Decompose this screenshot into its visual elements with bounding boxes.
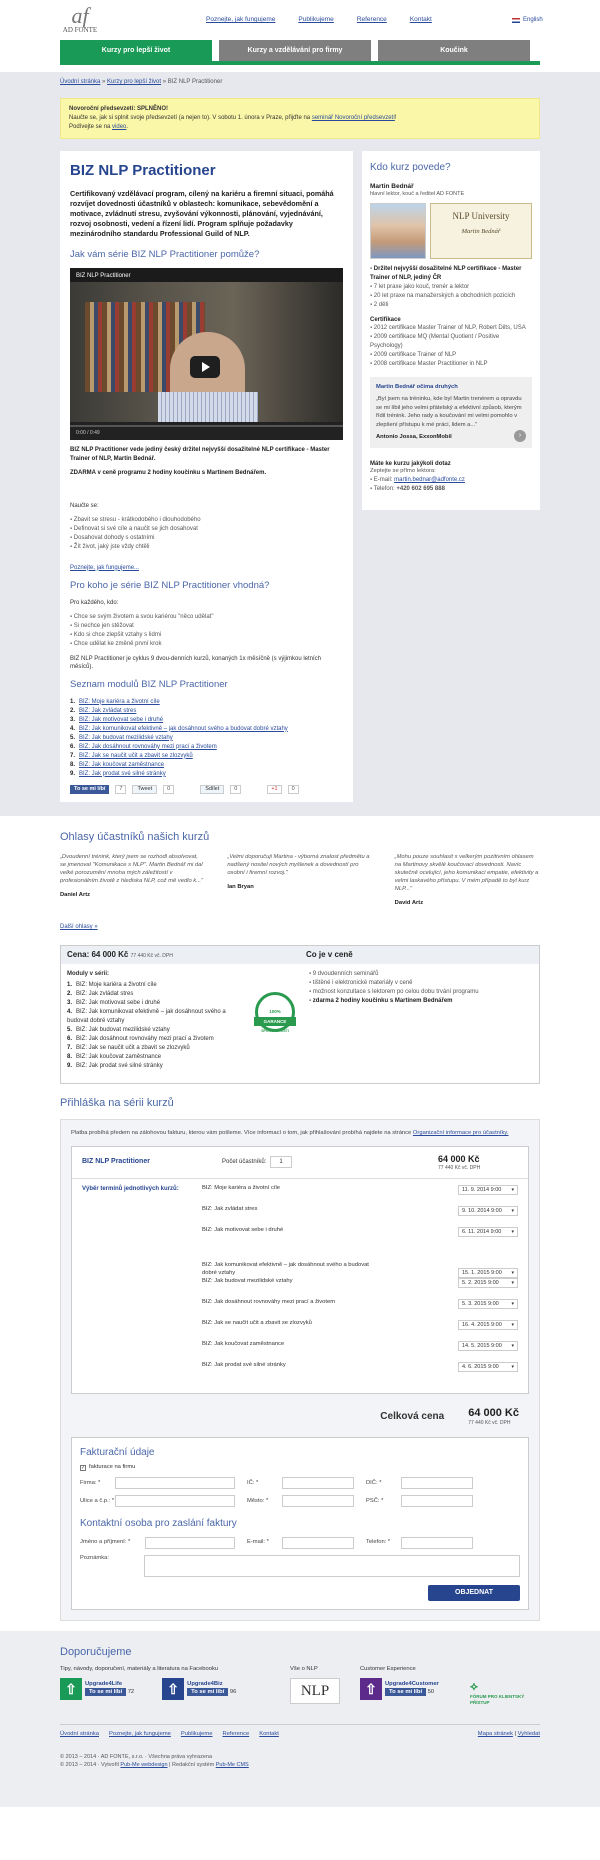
price-modules-list (67, 981, 247, 1071)
info-text: Platba probíhá předem na zálohovou fakturu, kterou vám pošleme. Více informací o tom, jak přihlašování probíhá najdete na stránce (71, 1129, 412, 1136)
upgrade-arrow-icon: ⇧ (162, 1678, 184, 1700)
lector-role: hlavní lektor, kouč a ředitel AD FONTE (370, 191, 465, 198)
term-row (202, 1248, 518, 1278)
testimonial-author: Ian Bryan (227, 883, 254, 890)
firm-checkbox-label: fakturace na firmu (89, 1463, 136, 1470)
testimonial-text: „Dvoudenní trénink, který jsem se rozhodl absolvovat, se jmenoval "Komunikace s NLP". Martin Bednář mi dal velké porozumění mnoha mých záležitostí v profesionálním životě z hlediska NLP, což mě vedlo k..." (60, 853, 204, 884)
term-name: BIZ: Jak dosáhnout rovnováhy mezi prací a životem (202, 1298, 336, 1305)
module-link[interactable]: BIZ: Jak se naučit učit a zbavit se zlozvyků (79, 752, 193, 759)
form-row (80, 1555, 520, 1577)
included-title: Co je v ceně (306, 949, 353, 959)
tab-underline (60, 61, 540, 65)
list-item (370, 485, 532, 494)
section-heading-who: Pro koho je série BIZ NLP Practitioner vhodná? (70, 579, 270, 591)
term-date-select[interactable]: 15. 1. 2015 9:00 ▾ (458, 1268, 518, 1278)
upgrade-arrow-icon: ⇧ (360, 1678, 382, 1700)
lead-text: Certifikovaný vzdělávací program, cílený na kariéru a firemní situaci, pomáhá rozvíjet dovednosti účastníků v oblastech: komunikace, sebevědomění a motivace, zvládnutí stresu, zvyšování výkonnosti, plánování, vyjednávání, rozvoj osobnosti, vedení a řízení lidí. Program splňuje požadavky mezinárodního standardu Professional Guild of NLP. (70, 189, 334, 239)
testimonial (395, 853, 540, 907)
total-label: Celková cena (380, 1410, 445, 1422)
sitemap-link[interactable]: Mapa stránek (477, 1731, 513, 1738)
list-item: 4. BIZ: Jak komunikovat efektivně – jak dosáhnout svého a budovat dobré vztahy (70, 725, 288, 732)
testimonial-author: Daniel Artz (60, 891, 91, 898)
module-name: BIZ: Jak koučovat zaměstnance (76, 1054, 162, 1061)
module-link[interactable]: BIZ: Jak motivovat sebe i druhé (79, 716, 164, 723)
page-title: BIZ NLP Practitioner (70, 162, 216, 179)
list-item: 1. BIZ: Moje kariéra a životní cíle (70, 698, 160, 705)
term-date-select[interactable]: 16. 4. 2015 9:00 ▾ (458, 1320, 518, 1330)
upgrade4biz-page[interactable] (162, 1678, 236, 1700)
facebook-like-button[interactable]: To se mi líbí (70, 785, 109, 794)
modules-title: Moduly v sérii: (67, 971, 110, 978)
price-vat: 77 440 Kč vč. DPH (130, 952, 173, 959)
term-date-select[interactable]: 14. 5. 2015 9:00 ▾ (458, 1341, 518, 1351)
footer-link-references[interactable]: Reference (222, 1731, 250, 1738)
invoice-form (71, 1437, 529, 1610)
terms-list (202, 1185, 518, 1383)
facebook-like-count: 7 (115, 785, 126, 794)
main-tabs (60, 40, 530, 61)
dic-input[interactable] (401, 1477, 473, 1489)
lector-photo (370, 203, 426, 259)
term-row (202, 1362, 518, 1383)
free-coaching-note: ZDARMA v ceně programu 2 hodiny koučinku s Martinem Bednářem. (70, 470, 267, 477)
street-input[interactable] (115, 1495, 235, 1507)
google-plus-count: 0 (288, 785, 299, 794)
lector-photos (370, 203, 532, 259)
upgrade4customer-page[interactable] (360, 1678, 470, 1700)
list-item: ▪ tištěné i elektronické materiály v ceně (309, 979, 479, 988)
notice-video-link[interactable]: video (112, 124, 127, 130)
registration-box (60, 1119, 540, 1621)
module-link[interactable]: BIZ: Jak prodat své silné stránky (79, 770, 166, 777)
city-input[interactable] (282, 1495, 354, 1507)
header (0, 0, 600, 72)
list-item: 1. BIZ: Moje kariéra a životní cíle (67, 982, 157, 989)
term-name: BIZ: Jak se naučit učit a zbavit se zlozvyků (202, 1319, 312, 1326)
tweet-count: 0 (163, 785, 174, 794)
term-row (202, 1185, 518, 1206)
notice-text-2: Podívejte se na (69, 124, 111, 130)
firm-input[interactable] (115, 1477, 235, 1489)
certificate-name: Martin Bednář (461, 227, 501, 235)
term-row (202, 1206, 518, 1227)
note-label: Poznámka: (80, 1554, 109, 1561)
price-header (61, 946, 539, 964)
footer-link-home[interactable]: Úvodní stránka (60, 1731, 99, 1738)
dic-label: DIČ: * (366, 1479, 382, 1486)
module-name: BIZ: Jak komunikovat efektivně – jak dosáhnout svého a budovat dobré vztahy (67, 1009, 226, 1025)
term-row (202, 1320, 518, 1341)
module-link[interactable]: BIZ: Jak dosáhnout rovnováhy mezi prací a životem (79, 743, 217, 750)
list-item: 2. BIZ: Jak zvládat stres (67, 991, 134, 998)
testimonial-author: David Artz (394, 899, 424, 906)
logo[interactable] (60, 3, 100, 35)
sidebar-title: Kdo kurz povede? (370, 162, 451, 173)
like-button[interactable]: To se mi líbí (187, 1688, 228, 1696)
list-item: 3. BIZ: Jak motivovat sebe i druhé (70, 716, 164, 723)
uk-flag-icon (512, 18, 520, 23)
term-name: BIZ: Moje kariéra a životní cíle (202, 1184, 280, 1191)
lector-facts (370, 265, 532, 310)
psc-label: PSČ: * (366, 1497, 384, 1504)
footer-links: Úvodní stránka Poznejte, jak fungujeme Publikujeme Reference Kontakt Mapa stránek | Vyhledat (60, 1724, 540, 1739)
list-item: ▪ Definovat si své cíle a naučit se jich dosahovat (70, 525, 343, 534)
section-heading-help: Jak vám série BIZ NLP Practitioner pomůže? (70, 249, 260, 261)
cx-title: Customer Experience (360, 1665, 416, 1672)
price-text: 64 000 Kč (438, 1153, 480, 1164)
registration-title: Přihláška na sérii kurzů (60, 1097, 174, 1110)
form-row (80, 1537, 520, 1549)
breadcrumb-current: BIZ NLP Practitioner (167, 79, 223, 85)
price-box (60, 945, 540, 1084)
who-list (70, 613, 343, 649)
next-arrow-icon[interactable]: › (514, 430, 526, 442)
list-item: ▪ 20 let praxe na manažerských a obchodních pozicích (370, 292, 532, 301)
who-intro: Pro každého, kdo: (70, 599, 119, 606)
quote-title: Martin Bednář očima druhých (376, 383, 458, 390)
module-name: BIZ: Jak prodat své silné stránky (76, 1063, 163, 1070)
main-column (60, 151, 353, 802)
top-nav (206, 16, 432, 25)
linkedin-share-count: 0 (230, 785, 241, 794)
list-item: 5. BIZ: Jak budovat mezilidské vztahy (70, 734, 173, 741)
module-name: BIZ: Jak zvládat stres (76, 991, 134, 998)
facebook-intro: Tipy, návody, doporučení, materiály a literatura na Facebooku (60, 1665, 219, 1672)
tab-coaching[interactable]: Koučink (378, 40, 530, 61)
video-thumbnail (70, 282, 343, 422)
notice-title: Novoroční předsevzetí: SPLNĚNO! (69, 106, 169, 112)
page-name: Upgrade4Biz (187, 1680, 223, 1687)
name-input[interactable] (145, 1537, 235, 1549)
search-link[interactable]: Vyhledat (517, 1731, 540, 1738)
list-item: ▪ možnost konzultace s lektorem po celou dobu trvání programu (309, 988, 479, 997)
nlp-title: Vše o NLP (290, 1665, 318, 1672)
forum-icon: ⟡ (470, 1678, 478, 1693)
email-field-label: E-mail: * (247, 1539, 269, 1546)
list-item: ▪ 2012 certifikace Master Trainer of NLP, Robert Dilts, USA (370, 324, 532, 333)
video-caption: BIZ NLP Practitioner vede jediný český držitel nejvyšší dosažitelné NLP certifikace - Master Trainer of NLP, Martin Bednář. (70, 447, 330, 462)
term-name: BIZ: Jak prodat své silné stránky (202, 1361, 286, 1368)
video-progress-bar[interactable] (70, 425, 343, 427)
linkedin-share-button[interactable]: Sdílet (200, 785, 224, 794)
language-label: English (523, 17, 543, 23)
term-name: BIZ: Jak komunikovat efektivně – jak dosáhnout svého a budovat dobré vztahy (202, 1261, 369, 1276)
price-value: Cena: 64 000 Kč (67, 949, 129, 959)
module-name: BIZ: Jak budovat mezilidské vztahy (76, 1027, 170, 1034)
list-item: ▪ Chce se svým životem a svou kariérou "něco udělat" (70, 613, 343, 622)
module-name: BIZ: Jak dosáhnout rovnováhy mezi prací a životem (76, 1036, 214, 1043)
list-item: 5. BIZ: Jak budovat mezilidské vztahy (67, 1027, 170, 1034)
like-button[interactable]: To se mi líbí (85, 1688, 126, 1696)
footer-link-how[interactable]: Poznejte, jak fungujeme (109, 1731, 171, 1738)
nav-references[interactable]: Reference (356, 16, 387, 23)
contact-list (370, 476, 532, 494)
page-name: Upgrade4Customer (385, 1680, 439, 1687)
list-item: ▪ 2 děti (370, 301, 532, 310)
notice-seminar-link[interactable]: seminář Novoroční předsevzetí (311, 115, 395, 121)
city-label: Město: * (247, 1497, 269, 1504)
list-item: 8. BIZ: Jak koučovat zaměstnance (70, 761, 165, 768)
list-item: 9. BIZ: Jak prodat své silné stránky (70, 770, 166, 777)
like-button[interactable]: To se mi líbí (385, 1688, 426, 1696)
like-count: 50 (427, 1688, 435, 1695)
nav-how-we-work[interactable]: Poznejte, jak fungujeme (206, 16, 276, 23)
cx-column (360, 1666, 470, 1706)
street-label: Ulice a č.p.: * (80, 1497, 115, 1504)
certificate-image (430, 203, 532, 259)
list-item: ▪ Kdo si chce zlepšit vztahy s lidmi (70, 631, 343, 640)
upgrade-arrow-icon: ⇧ (60, 1678, 82, 1700)
nav-publications[interactable]: Publikujeme (298, 16, 334, 23)
learn-intro: Naučte se: (70, 502, 99, 509)
module-link[interactable]: BIZ: Jak zvládat stres (79, 707, 137, 714)
order-product-row (72, 1147, 528, 1179)
breadcrumb-home[interactable]: Úvodní stránka (60, 79, 101, 85)
testimonial-text: „Mohu pouze souhlasit s velkerým pozitivním ohlasem na Martinovy skvělé koučovací dovednosti. Navíc skutečně ocelující, jeho komunikaci empatie, efektivity a velmi laskavého přístupu. V mém případě to byl kurz NLP..." (394, 853, 539, 892)
google-plus-button[interactable]: +1 (267, 785, 281, 794)
breadcrumb-better-life[interactable]: Kurzy pro lepší život (107, 79, 162, 85)
module-name: BIZ: Jak motivovat sebe i druhé (76, 1000, 161, 1007)
note-textarea[interactable] (144, 1555, 520, 1577)
certifications-list (370, 324, 532, 369)
certifications-heading: Certifikace (370, 316, 401, 323)
firm-label: Firma: * (80, 1479, 101, 1486)
product-price (438, 1153, 518, 1172)
list-item: ▪ 2008 certifikace Master Practitioner in NLP (370, 360, 532, 369)
footer (0, 1631, 600, 1807)
list-item: ▪ 2009 certifikace Trainer of NLP (370, 351, 532, 360)
list-item: ▪ Žít život, jaký jste vždy chtěli (70, 543, 343, 552)
section-heading-modules: Seznam modulů BIZ NLP Practitioner (70, 678, 228, 690)
quote-text: „Byl jsem na tréninku, kde byl Martin trenérem a opravdu se mi líbil jeho velmi přátelský a efektivní způsob, kterým řídil trénink. Jeho rady a koučování mi velmi pomohlo v zlepšení přístupu k mé práci, lidem a..." (376, 396, 522, 428)
footer-link-publications[interactable]: Publikujeme (180, 1731, 213, 1738)
list-item: 3. BIZ: Jak motivovat sebe i druhé (67, 1000, 161, 1007)
phone-number: +420 602 695 888 (396, 485, 445, 492)
firm-checkbox[interactable]: ✓ (81, 1464, 86, 1471)
content-area (0, 72, 600, 816)
order-button[interactable]: OBJEDNAT (428, 1585, 520, 1601)
total-value: 64 000 Kč (468, 1406, 519, 1419)
terms-label: Výběr termínů jednotlivých kurzů: (82, 1185, 179, 1192)
credits-text: © 2013 – 2014 · Vytvořil (60, 1761, 119, 1768)
like-count: 96 (229, 1688, 237, 1695)
list-item: ▪ Zbavit se stresu - krátkodobého i dlouhodobého (70, 516, 343, 525)
term-date-select[interactable]: 6. 11. 2014 9:00 ▾ (458, 1227, 518, 1237)
list-item: ▪ Dosahovat dohody s ostatními (70, 534, 343, 543)
term-date-select[interactable]: 9. 10. 2014 9:00 ▾ (458, 1206, 518, 1216)
module-link[interactable]: BIZ: Jak komunikovat efektivně – jak dosáhnout svého a budovat dobré vztahy (79, 725, 288, 732)
total-row (71, 1406, 519, 1428)
badge-bottom: SPOKOJENOSTI (261, 1029, 289, 1034)
testimonial (60, 853, 205, 907)
credits-line (60, 1761, 540, 1769)
psc-input[interactable] (401, 1495, 473, 1507)
tab-business[interactable]: Kurzy a vzdělávání pro firmy (219, 40, 371, 61)
registration (60, 1096, 540, 1621)
list-item: ▪ Držitel nejvyšší dosažitelné NLP certifikace - Master Trainer of NLP, jediný ČR (370, 265, 532, 283)
list-item: ▪ Chce udělat ke změně první krok (70, 640, 343, 649)
badge-mid: GARANCE (254, 1017, 296, 1026)
list-item: 4. BIZ: Jak komunikovat efektivně – jak dosáhnout svého a budovat dobré vztahy (67, 1009, 226, 1025)
total-vat: 77 440 Kč vč. DPH (468, 1420, 511, 1427)
modules-list (70, 698, 343, 779)
credits-text-2: | Redakční systém (169, 1761, 215, 1768)
price-vat: 77 440 Kč vč. DPH (438, 1164, 481, 1171)
video-controls[interactable] (70, 422, 343, 440)
notice-text: Naučte se, jak si splnit svoje předsevzetí (a nejen to). V sobotu 1. února v Praze, přijďte na (69, 115, 311, 121)
term-date-select[interactable]: 5. 3. 2015 9:00 ▾ (458, 1299, 518, 1309)
video-title: BIZ NLP Practitioner (76, 273, 131, 280)
email-link[interactable]: martin.bednar@adfonte.cz (394, 476, 465, 483)
term-date-select[interactable]: 5. 2. 2015 9:00 ▾ (458, 1278, 518, 1288)
phone-input[interactable] (401, 1537, 473, 1549)
module-name: BIZ: Moje kariéra a životní cíle (76, 982, 157, 989)
order-table (71, 1146, 529, 1394)
guarantee-badge-icon (255, 992, 295, 1032)
organization-info-link[interactable]: Organizační informace pro účastníky. (412, 1129, 509, 1136)
footer-link-contact[interactable]: Kontakt (259, 1731, 279, 1738)
term-row (202, 1278, 518, 1299)
term-name: BIZ: Jak motivovat sebe i druhé (202, 1226, 284, 1233)
video-time: 0:00 / 0:49 (76, 430, 100, 437)
list-item: 2. BIZ: Jak zvládat stres (70, 707, 137, 714)
list-item: 9. BIZ: Jak prodat své silné stránky (67, 1063, 163, 1070)
pubme-cms-link[interactable]: Pub-Me CMS (215, 1761, 249, 1768)
list-item (370, 476, 532, 485)
module-link[interactable]: BIZ: Jak budovat mezilidské vztahy (79, 734, 173, 741)
sidebar (362, 151, 540, 510)
form-row (80, 1495, 520, 1507)
notice-banner: Novoroční předsevzetí: SPLNĚNO! Naučte se, jak si splnit svoje předsevzetí (a nejen to). V sobotu 1. února v Praze, přijďte na seminář Novoroční předsevzetí! Podívejte se na video. (60, 98, 540, 139)
question-sub: Zeptejte se přímo lektora: (370, 467, 436, 474)
testimonials-title: Ohlasy účastníků našich kurzů (60, 831, 210, 844)
list-item: 6. BIZ: Jak dosáhnout rovnováhy mezi prací a životem (67, 1036, 214, 1043)
list-item: ▪ 7 let praxe jako kouč, trenér a lektor (370, 283, 532, 292)
language-switch[interactable] (512, 16, 543, 24)
recommend-columns (60, 1666, 540, 1706)
testimonial (227, 853, 372, 907)
facebook-column (60, 1666, 290, 1706)
series-note: BIZ NLP Practitioner je cyklus 9 dvou-denních kurzů, konaných 1x měsíčně (s výjimkou letních měsíců). (70, 655, 322, 670)
nav-contact[interactable]: Kontakt (409, 16, 432, 23)
list-item: ▪ 2009 certifikace MQ (Mental Quotient / Positive Psychology) (370, 333, 532, 351)
list-item: ▪ 9 dvoudenních seminářů (309, 970, 479, 979)
email-label: E-mail: (373, 476, 393, 483)
forum-name: FÓRUM PRO KLIENTSKÝ PŘÍSTUP (470, 1694, 525, 1706)
certificate-title: NLP University (452, 210, 510, 221)
list-item: 8. BIZ: Jak koučovat zaměstnance (67, 1054, 162, 1061)
recommend-title: Doporučujeme (60, 1645, 132, 1658)
testimonials-list (60, 853, 540, 907)
question-heading: Máte ke kurzu jakýkoli dotaz (370, 460, 451, 467)
logo-mark: af (71, 3, 89, 28)
term-name: BIZ: Jak zvládat stres (202, 1205, 258, 1212)
forum-logo[interactable] (470, 1666, 540, 1706)
testimonial-text: „Velmi doporučuji Martina - výborná znalost předmětu a nadšený nositel nových myšlenek a dovedností pro osobní i firemní rozvoj." (227, 853, 370, 876)
phone-field-label: Telefon: * (366, 1539, 391, 1546)
list-item: 7. BIZ: Jak se naučit učit a zbavit se zlozvyků (67, 1045, 190, 1052)
participant-count-input[interactable]: 1 (270, 1156, 292, 1168)
term-row (202, 1341, 518, 1362)
count-label: Počet účastníků: (222, 1159, 267, 1166)
term-name: BIZ: Jak koučovat zaměstnance (202, 1340, 285, 1347)
term-date-select[interactable]: 11. 9. 2014 9:00 ▾ (458, 1185, 518, 1195)
nlp-logo[interactable]: NLP (290, 1678, 340, 1704)
invoice-title: Fakturační údaje (80, 1447, 155, 1459)
logo-name: AD FONTE (62, 26, 98, 34)
name-label: Jméno a příjmení: * (80, 1539, 131, 1546)
pubme-webdesign-link[interactable]: Pub-Me webdesign (120, 1761, 168, 1768)
term-row (202, 1299, 518, 1320)
tab-better-life[interactable]: Kurzy pro lepší život (60, 40, 212, 61)
badge-top: 100% (269, 1009, 281, 1015)
lector-name: Martin Bednář (370, 182, 414, 190)
breadcrumb: Úvodní stránka » Kurzy pro lepší život » BIZ NLP Practitioner (60, 79, 223, 85)
term-row (202, 1227, 518, 1248)
social-buttons (70, 785, 343, 794)
list-item: ▪ Si nechce jen stěžovat (70, 622, 343, 631)
phone-label: Telefon: (373, 485, 395, 492)
how-we-work-link[interactable]: Poznejte, jak fungujeme... (70, 564, 140, 571)
page-name: Upgrade4Life (85, 1680, 123, 1687)
firm-checkbox-row (80, 1464, 520, 1472)
lector-quote-box (370, 377, 532, 448)
ico-label: IČ: * (247, 1479, 259, 1486)
tweet-button[interactable]: Tweet (132, 785, 157, 794)
total-price (468, 1406, 519, 1428)
registration-info (71, 1130, 529, 1138)
term-date-select[interactable]: 4. 6. 2015 9:00 ▾ (458, 1362, 518, 1372)
more-testimonials-link[interactable]: Další ohlasy » (60, 923, 98, 930)
upgrade4life-page[interactable] (60, 1678, 134, 1700)
contact-title: Kontaktní osoba pro zaslání faktury (80, 1518, 237, 1530)
nlp-column (290, 1666, 360, 1706)
included-list (309, 970, 479, 1071)
learn-list (70, 516, 343, 552)
term-name: BIZ: Jak budovat mezilidské vztahy (202, 1277, 293, 1284)
form-row (80, 1477, 520, 1489)
quote-author: Antonio Jossa, ExxonMobil (376, 434, 452, 441)
list-item: 7. BIZ: Jak se naučit učit a zbavit se zlozvyků (70, 752, 193, 759)
list-item: 6. BIZ: Jak dosáhnout rovnováhy mezi prací a životem (70, 743, 217, 750)
video-player[interactable] (70, 268, 343, 440)
copyright-line: © 2013 – 2014 · AD FONTE, s.r.o. · Všechna práva vyhrazena (60, 1753, 213, 1760)
ico-input[interactable] (282, 1477, 354, 1489)
module-name: BIZ: Jak se naučit učit a zbavit se zlozvyků (76, 1045, 190, 1052)
product-name: BIZ NLP Practitioner (82, 1158, 150, 1166)
terms-section (72, 1179, 528, 1393)
module-link[interactable]: BIZ: Jak koučovat zaměstnance (79, 761, 165, 768)
like-count: 72 (127, 1688, 135, 1695)
email-input[interactable] (282, 1537, 354, 1549)
copyright (60, 1753, 540, 1769)
list-item: ▪ zdarma 2 hodiny koučinku s Martinem Bednářem (309, 997, 479, 1006)
testimonials (60, 816, 540, 1084)
play-icon[interactable] (190, 356, 220, 378)
module-link[interactable]: BIZ: Moje kariéra a životní cíle (79, 698, 160, 705)
